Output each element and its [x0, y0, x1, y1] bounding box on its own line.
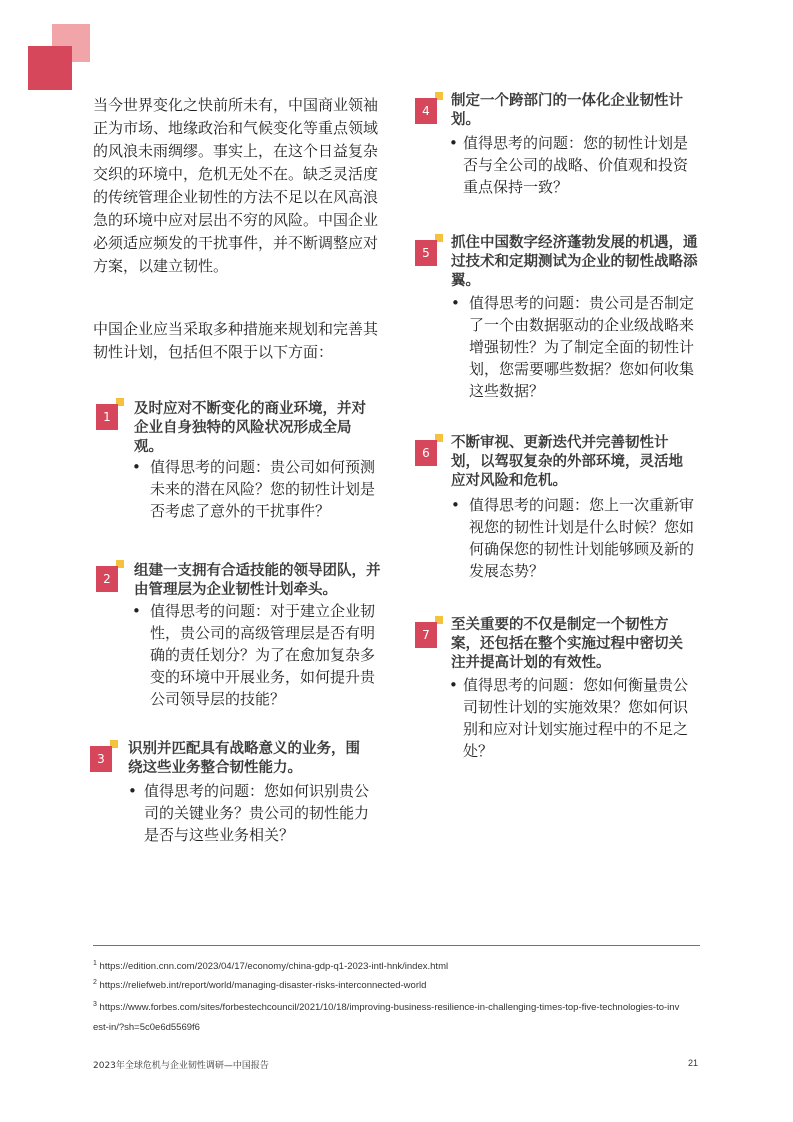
item-7 — [415, 616, 705, 760]
item-title: 至关重要的不仅是制定一个韧性方案，还包括在整个实施过程中密切关注并提高计划的有效性。 — [451, 617, 683, 671]
footnote-mark: 2 — [93, 978, 97, 986]
item-question: 值得思考的问题：贵公司如何预测未来的潜在风险？您的韧性计划是否考虑了意外的干扰事件？ — [150, 458, 376, 520]
item-title: 不断审视、更新迭代并完善韧性计划，以驾驭复杂的外部环境，灵活地应对风险和危机。 — [451, 435, 683, 489]
footnote-2 — [93, 979, 703, 993]
item-question: 值得思考的问题：您如何识别贵公司的关键业务？贵公司的韧性能力是否与这些业务相关？ — [144, 782, 370, 844]
item-title: 组建一支拥有合适技能的领导团队，并由管理层为企业韧性计划牵头。 — [134, 563, 381, 598]
item-question: 值得思考的问题：贵公司是否制定了一个由数据驱动的企业级战略来增强韧性？为了制定全面的韧性计划，您需要哪些数据？您如何收集这些数据？ — [469, 294, 695, 400]
item-number-badge: 3 — [90, 746, 112, 772]
decorative-square-red — [28, 46, 72, 90]
item-number-badge: 1 — [96, 404, 118, 430]
footnote-link[interactable]: https://reliefweb.int/report/world/managing-disaster-risks-interconnected-world — [99, 980, 427, 991]
footnote-link[interactable]: https://www.forbes.com/sites/forbestechcouncil/2021/10/18/improving-business-resilience-in-challenging-times-top-five-technologies-to-invest-in/?sh=5c0e6d5569f6 — [93, 1002, 680, 1033]
bullet: • — [449, 134, 458, 152]
footnote-link[interactable]: https://edition.cnn.com/2023/04/17/economy/china-gdp-q1-2023-intl-hnk/index.html — [99, 961, 449, 972]
footnote-divider — [93, 945, 700, 946]
footnote-1 — [93, 960, 703, 974]
bullet: • — [449, 676, 458, 694]
footnote-3 — [93, 998, 683, 1038]
item-2 — [96, 560, 386, 710]
item-question: 值得思考的问题：您如何衡量贵公司韧性计划的实施效果？您如何识别和应对计划实施过程中的不足之处？ — [463, 676, 689, 760]
page-number: 21 — [688, 1058, 699, 1068]
item-title: 制定一个跨部门的一体化企业韧性计划。 — [451, 93, 683, 128]
item-title: 识别并匹配具有战略意义的业务，围绕这些业务整合韧性能力。 — [128, 741, 360, 776]
footnote-mark: 1 — [93, 959, 97, 967]
item-number-badge: 2 — [96, 566, 118, 592]
intro-paragraph-1: 当今世界变化之快前所未有，中国商业领袖正为市场、地缘政治和气候变化等重点领域的风浪未雨绸缪。事实上，在这个日益复杂交织的环境中，危机无处不在。缺乏灵活度的传统管理企业韧性的方法不足以在风高浪急的环境中应对层出不穷的风险。中国企业必须适应频发的干扰事件，并不断调整应对方案，以建立韧性。 — [93, 96, 379, 275]
bullet: • — [451, 294, 460, 312]
item-question: 值得思考的问题：您上一次重新审视您的韧性计划是什么时候？您如何确保您的韧性计划能够顾及新的发展态势？ — [469, 496, 695, 580]
item-1 — [96, 398, 386, 518]
bullet: • — [132, 602, 141, 620]
item-3 — [90, 740, 380, 850]
item-question: 值得思考的问题：对于建立企业韧性，贵公司的高级管理层是否有明确的责任划分？为了在愈加复杂多变的环境中开展业务，如何提升贵公司领导层的技能？ — [150, 602, 376, 708]
item-6 — [415, 434, 705, 580]
bullet: • — [128, 782, 137, 800]
item-number-badge: 7 — [415, 622, 437, 648]
item-4 — [415, 92, 705, 196]
intro-paragraph-2: 中国企业应当采取多种措施来规划和完善其韧性计划，包括但不限于以下方面： — [93, 320, 379, 361]
bullet: • — [451, 496, 460, 514]
report-title-footer: 2023年全球危机与企业韧性调研—中国报告 — [93, 1061, 269, 1071]
item-number-badge: 4 — [415, 98, 437, 124]
item-question: 值得思考的问题：您的韧性计划是否与全公司的战略、价值观和投资重点保持一致？ — [463, 134, 689, 196]
item-title: 抓住中国数字经济蓬勃发展的机遇，通过技术和定期测试为企业的韧性战略添翼。 — [451, 235, 698, 289]
footnote-mark: 3 — [93, 1000, 97, 1008]
item-number-badge: 5 — [415, 240, 437, 266]
bullet: • — [132, 458, 141, 476]
item-number-badge: 6 — [415, 440, 437, 466]
item-5 — [415, 234, 705, 400]
item-title: 及时应对不断变化的商业环境，并对企业自身独特的风险状况形成全局观。 — [134, 401, 366, 455]
